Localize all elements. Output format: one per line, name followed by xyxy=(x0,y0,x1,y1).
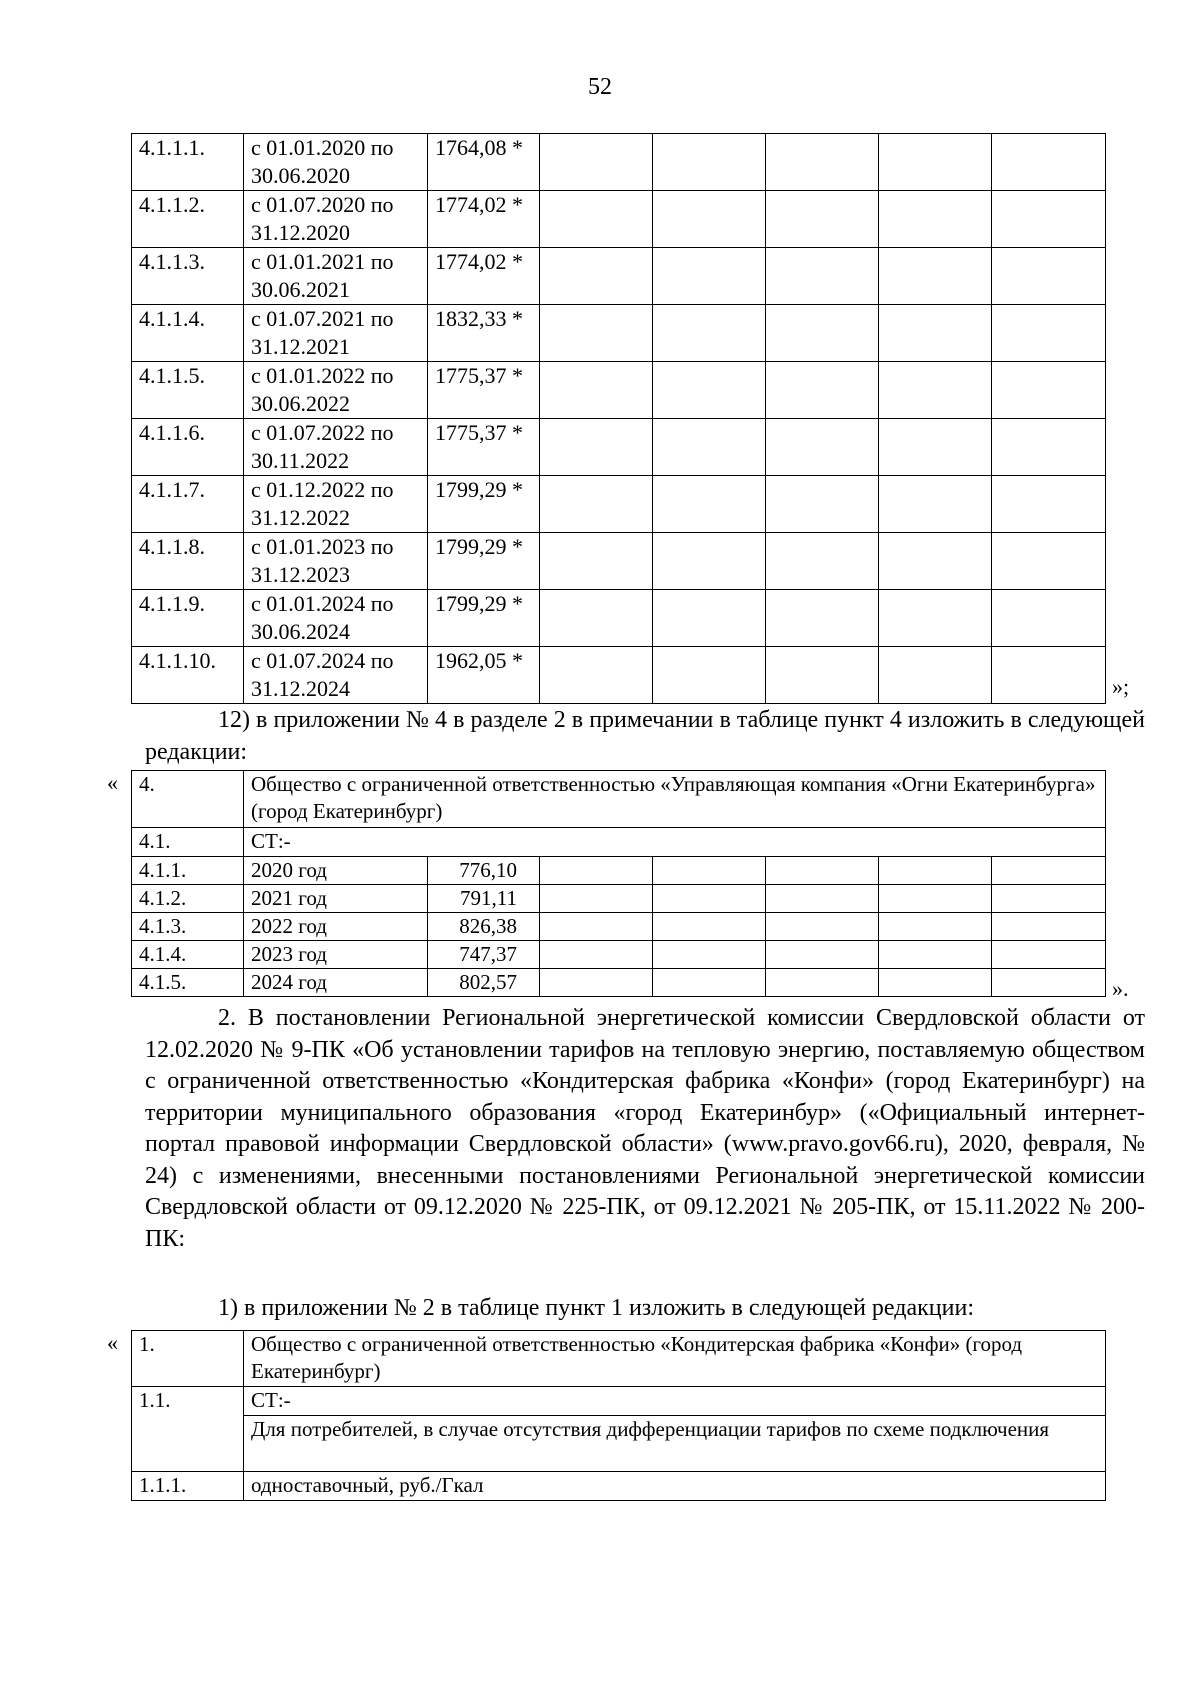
empty-cell xyxy=(653,362,766,419)
row-period xyxy=(244,476,428,533)
empty-cell xyxy=(879,533,992,590)
paragraph-2 xyxy=(145,1003,1145,1255)
period-end: 30.06.2024 xyxy=(251,619,350,644)
table-row xyxy=(132,362,1106,419)
empty-cell xyxy=(992,248,1106,305)
empty-cell xyxy=(879,419,992,476)
table3-sub-row xyxy=(132,1387,1106,1416)
table2-header-code: 4. xyxy=(132,771,244,828)
table-row xyxy=(132,857,1106,885)
table-row xyxy=(132,647,1106,704)
row-year: 2020 год xyxy=(244,857,428,885)
table-row xyxy=(132,191,1106,248)
empty-cell xyxy=(879,362,992,419)
table3-header-row xyxy=(132,1331,1106,1387)
table3-open-mark: « xyxy=(107,1330,118,1355)
table-row xyxy=(132,248,1106,305)
empty-cell xyxy=(540,857,653,885)
empty-cell xyxy=(766,647,879,704)
table3-row-code: 1.1.1. xyxy=(132,1472,244,1501)
empty-cell xyxy=(540,191,653,248)
empty-cell xyxy=(766,913,879,941)
empty-cell xyxy=(540,590,653,647)
empty-cell xyxy=(879,857,992,885)
empty-cell xyxy=(653,305,766,362)
row-value: 1775,37 * xyxy=(428,362,540,419)
row-code: 4.1.1.6. xyxy=(132,419,244,476)
period-start: с 01.07.2024 по xyxy=(251,648,394,673)
row-code: 4.1.1.1. xyxy=(132,134,244,191)
row-code: 4.1.1.4. xyxy=(132,305,244,362)
empty-cell xyxy=(879,248,992,305)
table-row xyxy=(132,913,1106,941)
row-code: 4.1.4. xyxy=(132,941,244,969)
paragraph-12 xyxy=(145,705,1145,768)
paragraph-2-1 xyxy=(145,1293,1145,1325)
tariff-table-4 xyxy=(131,770,1106,997)
empty-cell xyxy=(766,134,879,191)
period-start: с 01.01.2024 по xyxy=(251,591,394,616)
empty-cell xyxy=(992,913,1106,941)
row-value: 1962,05 * xyxy=(428,647,540,704)
paragraph-2-1-text: 1) в приложении № 2 в таблице пункт 1 изложить в следующей редакции: xyxy=(218,1295,974,1321)
table-row xyxy=(132,476,1106,533)
empty-cell xyxy=(653,647,766,704)
empty-cell xyxy=(766,248,879,305)
empty-cell xyxy=(992,362,1106,419)
empty-cell xyxy=(879,647,992,704)
empty-cell xyxy=(653,969,766,997)
row-value: 1764,08 * xyxy=(428,134,540,191)
row-period xyxy=(244,362,428,419)
table3-row xyxy=(132,1472,1106,1501)
empty-cell xyxy=(879,305,992,362)
empty-cell xyxy=(540,533,653,590)
empty-cell xyxy=(653,533,766,590)
row-year: 2024 год xyxy=(244,969,428,997)
row-value: 1774,02 * xyxy=(428,191,540,248)
empty-cell xyxy=(653,419,766,476)
empty-cell xyxy=(540,913,653,941)
table3-row-text: одноставочный, руб./Гкал xyxy=(244,1472,1106,1501)
empty-cell xyxy=(992,476,1106,533)
empty-cell xyxy=(766,191,879,248)
row-code: 4.1.1.9. xyxy=(132,590,244,647)
empty-cell xyxy=(653,476,766,533)
empty-cell xyxy=(879,969,992,997)
empty-cell xyxy=(540,362,653,419)
period-start: с 01.07.2021 по xyxy=(251,306,394,331)
table-row xyxy=(132,134,1106,191)
table-row xyxy=(132,305,1106,362)
table3-sub-code: 1.1. xyxy=(132,1387,244,1472)
table-row xyxy=(132,533,1106,590)
empty-cell xyxy=(766,362,879,419)
period-end: 30.06.2021 xyxy=(251,277,350,302)
empty-cell xyxy=(992,590,1106,647)
period-end: 31.12.2020 xyxy=(251,220,350,245)
table3-header-text: Общество с ограниченной ответственностью «Кондитерская фабрика «Конфи» (город Екатеринбург) xyxy=(244,1331,1106,1387)
paragraph-12-text: 12) в приложении № 4 в разделе 2 в примечании в таблице пункт 4 изложить в следующей редакции: xyxy=(145,707,1145,765)
row-code: 4.1.1.10. xyxy=(132,647,244,704)
row-code: 4.1.1. xyxy=(132,857,244,885)
table2-header-text: Общество с ограниченной ответственностью «Управляющая компания «Огни Екатеринбурга» (город Екатеринбург) xyxy=(244,771,1106,828)
period-end: 30.06.2020 xyxy=(251,163,350,188)
empty-cell xyxy=(653,857,766,885)
table3-consumers-text: Для потребителей, в случае отсутствия дифференциации тарифов по схеме подключения xyxy=(244,1416,1106,1472)
row-period xyxy=(244,533,428,590)
row-value: 1799,29 * xyxy=(428,590,540,647)
row-code: 4.1.1.7. xyxy=(132,476,244,533)
table-row xyxy=(132,590,1106,647)
table-row xyxy=(132,941,1106,969)
empty-cell xyxy=(540,248,653,305)
row-period xyxy=(244,191,428,248)
tariff-table-1 xyxy=(131,1330,1106,1501)
empty-cell xyxy=(879,476,992,533)
row-value: 1774,02 * xyxy=(428,248,540,305)
empty-cell xyxy=(766,885,879,913)
empty-cell xyxy=(992,419,1106,476)
table1-close-mark: »; xyxy=(1112,674,1130,699)
period-end: 30.06.2022 xyxy=(251,391,350,416)
period-start: с 01.01.2023 по xyxy=(251,534,394,559)
empty-cell xyxy=(766,305,879,362)
row-value: 1775,37 * xyxy=(428,419,540,476)
empty-cell xyxy=(992,305,1106,362)
table2-sub-row xyxy=(132,828,1106,857)
row-code: 4.1.1.3. xyxy=(132,248,244,305)
period-end: 31.12.2022 xyxy=(251,505,350,530)
table3-sub-text: СТ:- xyxy=(244,1387,1106,1416)
row-value: 802,57 xyxy=(428,969,540,997)
empty-cell xyxy=(540,419,653,476)
row-period xyxy=(244,134,428,191)
row-value: 747,37 xyxy=(428,941,540,969)
empty-cell xyxy=(879,913,992,941)
row-code: 4.1.1.2. xyxy=(132,191,244,248)
period-end: 31.12.2021 xyxy=(251,334,350,359)
table3-header-code: 1. xyxy=(132,1331,244,1387)
empty-cell xyxy=(653,191,766,248)
period-start: с 01.07.2022 по xyxy=(251,420,394,445)
row-code: 4.1.1.8. xyxy=(132,533,244,590)
empty-cell xyxy=(653,941,766,969)
empty-cell xyxy=(879,134,992,191)
empty-cell xyxy=(992,885,1106,913)
row-code: 4.1.5. xyxy=(132,969,244,997)
table3-consumers-row xyxy=(132,1416,1106,1472)
row-value: 776,10 xyxy=(428,857,540,885)
empty-cell xyxy=(879,941,992,969)
period-end: 31.12.2024 xyxy=(251,676,350,701)
row-period xyxy=(244,305,428,362)
paragraph-2-text: 2. В постановлении Региональной энергетической комиссии Свердловской области от 12.02.2020 № 9-ПК «Об установлении тарифов на тепловую энергию, поставляемую обществом с ограниченной ответственностью «Кондитерская фабрика «Конфи» (город Екатеринбург) на территории муниципального образования «город Екатеринбур» («Официальный интернет-портал правовой информации Свердловской области» (www.pravo.gov66.ru), 2020, февраля, № 24) с изменениями, внесенными постановлениями Региональной энергетической комиссии Свердловской области от 09.12.2020 № 225-ПК, от 09.12.2021 № 205-ПК, от 15.11.2022 № 200-ПК: xyxy=(145,1005,1145,1252)
row-period xyxy=(244,590,428,647)
empty-cell xyxy=(879,191,992,248)
row-year: 2021 год xyxy=(244,885,428,913)
empty-cell xyxy=(766,533,879,590)
empty-cell xyxy=(540,305,653,362)
empty-cell xyxy=(653,134,766,191)
empty-cell xyxy=(766,857,879,885)
period-start: с 01.07.2020 по xyxy=(251,192,394,217)
table-row xyxy=(132,969,1106,997)
empty-cell xyxy=(992,941,1106,969)
empty-cell xyxy=(653,885,766,913)
empty-cell xyxy=(540,476,653,533)
empty-cell xyxy=(540,647,653,704)
row-code: 4.1.3. xyxy=(132,913,244,941)
empty-cell xyxy=(992,191,1106,248)
empty-cell xyxy=(992,647,1106,704)
empty-cell xyxy=(766,969,879,997)
period-start: с 01.12.2022 по xyxy=(251,477,394,502)
row-year: 2023 год xyxy=(244,941,428,969)
empty-cell xyxy=(540,134,653,191)
row-period xyxy=(244,248,428,305)
empty-cell xyxy=(766,941,879,969)
empty-cell xyxy=(766,419,879,476)
row-code: 4.1.1.5. xyxy=(132,362,244,419)
empty-cell xyxy=(992,969,1106,997)
row-value: 791,11 xyxy=(428,885,540,913)
table2-sub-text: СТ:- xyxy=(244,828,1106,857)
empty-cell xyxy=(653,913,766,941)
row-period xyxy=(244,647,428,704)
period-start: с 01.01.2021 по xyxy=(251,249,394,274)
table-row xyxy=(132,419,1106,476)
empty-cell xyxy=(540,941,653,969)
empty-cell xyxy=(879,590,992,647)
period-end: 31.12.2023 xyxy=(251,562,350,587)
table2-open-mark: « xyxy=(107,770,118,795)
row-value: 1832,33 * xyxy=(428,305,540,362)
empty-cell xyxy=(540,969,653,997)
empty-cell xyxy=(879,885,992,913)
row-value: 1799,29 * xyxy=(428,533,540,590)
table2-sub-code: 4.1. xyxy=(132,828,244,857)
empty-cell xyxy=(992,533,1106,590)
empty-cell xyxy=(992,134,1106,191)
empty-cell xyxy=(766,476,879,533)
empty-cell xyxy=(653,248,766,305)
period-start: с 01.01.2020 по xyxy=(251,135,394,160)
table2-close-mark: ». xyxy=(1112,976,1129,1001)
row-value: 826,38 xyxy=(428,913,540,941)
tariff-table-4-1-1 xyxy=(131,133,1106,704)
period-start: с 01.01.2022 по xyxy=(251,363,394,388)
period-end: 30.11.2022 xyxy=(251,448,350,473)
empty-cell xyxy=(992,857,1106,885)
row-period xyxy=(244,419,428,476)
page-number: 52 xyxy=(588,74,612,100)
row-code: 4.1.2. xyxy=(132,885,244,913)
table2-header-row xyxy=(132,771,1106,828)
empty-cell xyxy=(766,590,879,647)
row-year: 2022 год xyxy=(244,913,428,941)
row-value: 1799,29 * xyxy=(428,476,540,533)
table-row xyxy=(132,885,1106,913)
empty-cell xyxy=(540,885,653,913)
empty-cell xyxy=(653,590,766,647)
